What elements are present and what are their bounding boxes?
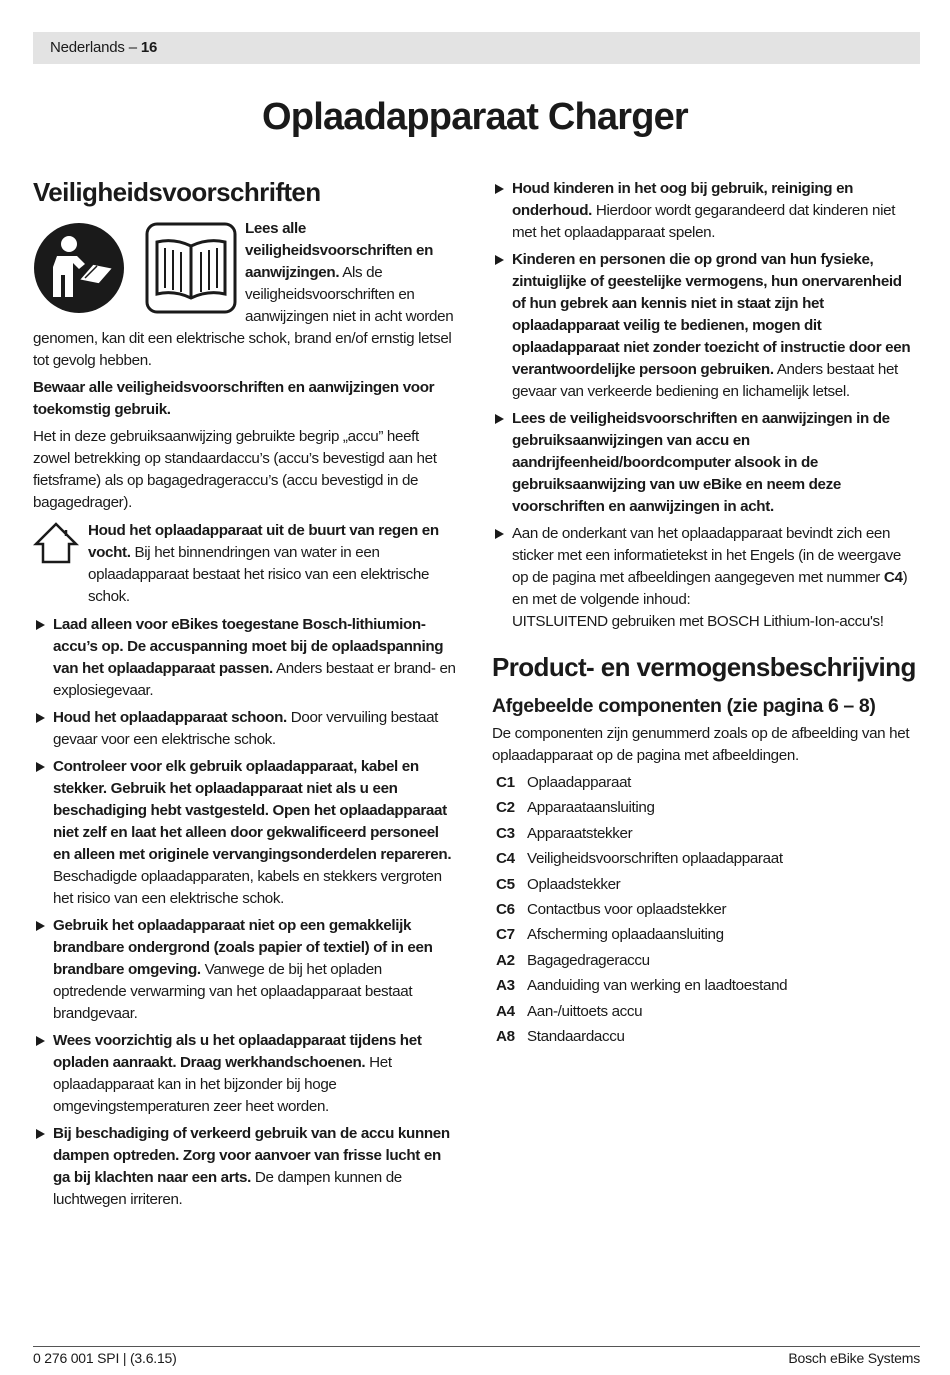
bullet-bold: Wees voorzichtig als u het oplaadapparaat tijdens het opladen aanraakt. Draag werkhandschoenen. [53,1032,422,1071]
component-list [492,772,919,1048]
bullet-arrow-icon [495,255,504,265]
bullet-bold: Kinderen en personen die op grond van hun fysieke, zintuiglijke of geestelijke vermogens, hun onervarenheid of hun gebrek aan kennis niet in staat zijn het oplaadapparaat veilig te bedienen, mogen dit oplaadapparaat niet zonder toezicht of instructie door een verantwoordelijke persoon gebruiken. [512,251,911,378]
components-subheading: Afgebeelde componenten (zie pagina 6 – 8) [492,695,876,717]
bullet-arrow-icon [36,620,45,630]
bullet-bold: Gebruik het oplaadapparaat niet op een gemakkelijk brandbare ondergrond (zoals papier of textiel) of in een brandbare omgeving. [53,917,433,978]
list-item [33,614,458,702]
page-title: Oplaadapparaat Charger [262,96,688,138]
component-label: Apparaatstekker [527,824,633,842]
bullet-arrow-icon [495,184,504,194]
bullet-bold: Bij beschadiging of verkeerd gebruik van de accu kunnen dampen optreden. Zorg voor aanvoer van frisse lucht en ga bij klachten naar een arts. [53,1125,450,1186]
page-number: 16 [140,39,158,56]
page-header [33,32,920,64]
list-item [492,249,919,403]
right-column [492,178,919,1051]
component-code: C5 [496,875,515,893]
sticker-content: UITSLUITEND gebruiken met BOSCH Lithium-Ion-accu's! [512,613,884,630]
footer-divider [33,1346,920,1347]
header-language: Nederlands [50,39,125,56]
component-label: Bagagedrageraccu [527,951,650,969]
sticker-text: Aan de onderkant van het oplaadapparaat bevindt zich een sticker met een informatietekst in het Engels (in de weergave op de pagina met afbeeldingen aangegeven met nummer [512,525,901,586]
component-label: Apparaataansluiting [527,799,655,817]
component-code: C2 [496,799,515,817]
bullet-bold: Controleer voor elk gebruik oplaadapparaat, kabel en stekker. Gebruik het oplaadapparaat niet als u een beschadiging hebt vastgesteld. Open het oplaadapparaat niet zelf en laat het alleen door gekwalificeerd personeel en alleen met originele vervangingsonderdelen repareren. [53,758,452,863]
list-item [33,1030,458,1118]
read-manual-person-icon [33,222,125,314]
sticker-item [492,523,919,633]
component-code: A2 [496,951,515,969]
bullet-arrow-icon [36,921,45,931]
component-label: Aanduiding van werking en laadtoestand [527,977,788,995]
component-label: Standaardaccu [527,1027,625,1045]
component-code: A3 [496,977,515,995]
bullet-arrow-icon [36,762,45,772]
list-item [492,772,919,794]
keep-instructions: Bewaar alle veiligheidsvoorschriften en aanwijzingen voor toekomstig gebruik. [33,379,435,418]
intro-text: Als de veiligheidsvoorschriften en aanwijzingen niet in acht worden genomen, kan dit een elektrische schok, brand en/of ernstig letsel tot gevolg hebben. [33,264,454,369]
house-warning [33,520,458,608]
component-code: C6 [496,900,515,918]
component-code: C3 [496,824,515,842]
right-bullet-list [492,178,919,633]
list-item [492,899,919,921]
list-item [492,823,919,845]
safety-heading: Veiligheidsvoorschriften [33,177,321,207]
component-code: A8 [496,1027,515,1045]
bullet-bold: Lees de veiligheidsvoorschriften en aanwijzingen in de gebruiksaanwijzingen van accu en aandrijfeenheid/boordcomputer alsook in de gebruiksaanwijzing van uw eBike en neem deze voorschriften en aanwijzingen in acht. [512,410,890,515]
house-warning-text: Bij het binnendringen van water in een oplaadapparaat bestaat het risico van een elektrische schok. [88,544,430,605]
bullet-arrow-icon [495,529,504,539]
footer-brand: Bosch eBike Systems [788,1350,920,1366]
intro-bold: Lees alle veiligheidsvoorschriften en aanwijzingen. [245,220,434,281]
list-item [492,924,919,946]
bullet-text: De dampen kunnen de luchtwegen irriteren. [53,1169,402,1208]
list-item [492,408,919,518]
safety-icons [33,222,245,316]
list-item [492,1026,919,1048]
list-item [33,756,458,910]
header-separator: – [128,39,137,56]
left-column [33,172,458,1216]
list-item [492,797,919,819]
component-code: C4 [496,850,515,868]
header-text [50,39,157,56]
bullet-text: Door vervuiling bestaat gevaar voor een elektrische schok. [53,709,439,748]
component-code: C1 [496,774,515,791]
footer-doc-ref: 0 276 001 SPI | (3.6.15) [33,1350,177,1366]
components-intro: De componenten zijn genummerd zoals op de afbeelding van het oplaadapparaat op de pagina met afbeeldingen. [492,725,910,764]
bullet-arrow-icon [36,1036,45,1046]
bullet-bold: Houd kinderen in het oog bij gebruik, reiniging en onderhoud. [512,180,854,219]
bullet-arrow-icon [36,713,45,723]
component-label: Veiligheidsvoorschriften oplaadapparaat [527,850,783,868]
component-code: C7 [496,926,515,944]
product-heading: Product- en vermogensbeschrijving [492,652,916,682]
bullet-arrow-icon [495,414,504,424]
bullet-text: Het oplaadapparaat kan in het bijzonder bij hoge omgevingstemperaturen zeer heet worden. [53,1054,392,1115]
list-item [492,975,919,997]
component-label: Aan-/uittoets accu [527,1002,643,1020]
list-item [492,848,919,870]
component-code: A4 [496,1002,515,1020]
component-label: Oplaadstekker [527,875,621,893]
bullet-text: Anders bestaat het gevaar van verkeerde bediening en lichamelijk letsel. [512,361,898,400]
bullet-arrow-icon [36,1129,45,1139]
indoor-use-house-icon [33,520,79,566]
bullet-text: Anders bestaat er brand- en explosiegevaar. [53,660,456,699]
component-label: Afscherming oplaadaansluiting [527,926,724,944]
safety-intro [33,218,458,372]
accu-paragraph: Het in deze gebruiksaanwijzing gebruikte begrip „accu” heeft zowel betrekking op standaardaccu’s (accu’s bevestigd aan het fietsframe) als op bagagedrageraccu’s (accu bevestigd in de bagagedrager). [33,428,437,511]
bullet-text: Vanwege de bij het opladen optredende verwarming van het oplaadapparaat bestaat brandgevaar. [53,961,413,1022]
bullet-bold: Laad alleen voor eBikes toegestane Bosch-lithiumion-accu’s op. De accuspanning moet bij de oplaadspanning van het oplaadapparaat passen. [53,616,444,677]
list-item [33,915,458,1025]
left-bullet-list [33,614,458,1211]
list-item [492,178,919,244]
component-label: Oplaadapparaat [527,774,632,791]
bullet-text: Hierdoor wordt gegarandeerd dat kinderen niet met het oplaadapparaat spelen. [512,202,896,241]
list-item [492,874,919,896]
sticker-text-after: ) en met de volgende inhoud: [512,569,908,608]
house-warning-bold: Houd het oplaadapparaat uit de buurt van regen en vocht. [88,522,439,561]
list-item [33,1123,458,1211]
bullet-text: Beschadigde oplaadapparaten, kabels en stekkers vergroten het risico van een elektrische schok. [53,868,442,907]
open-book-icon [145,222,237,314]
sticker-ref: C4 [883,569,903,586]
list-item [33,707,458,751]
component-label: Contactbus voor oplaadstekker [527,900,727,918]
list-item [492,1001,919,1023]
bullet-bold: Houd het oplaadapparaat schoon. [53,709,287,726]
list-item [492,950,919,972]
